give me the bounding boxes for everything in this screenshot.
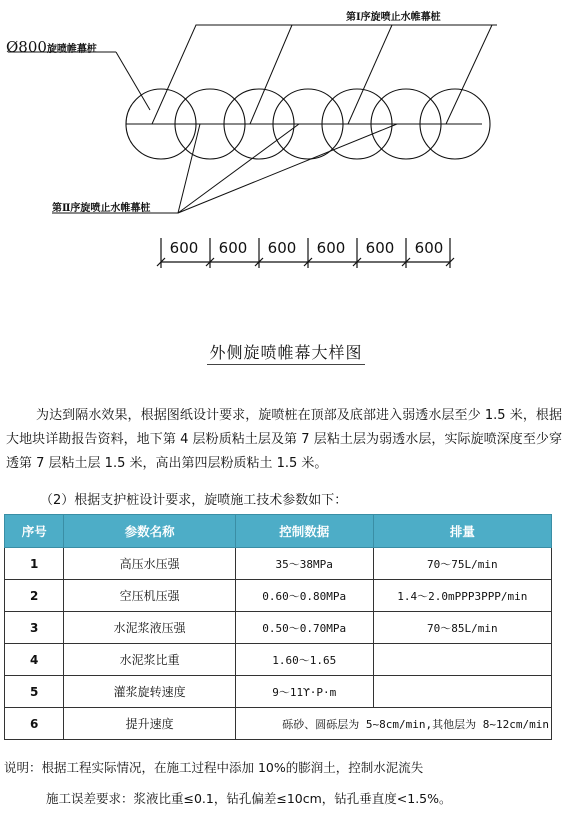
- flow-value: [373, 676, 551, 708]
- diameter-value: Ø800: [6, 38, 47, 56]
- diameter-suffix: 旋喷帷幕桩: [46, 44, 97, 55]
- row-index: 3: [5, 612, 64, 644]
- dimension-label: 600: [267, 239, 297, 257]
- parameter-table: [4, 514, 552, 740]
- table-row: [5, 676, 552, 708]
- row1-pile-label: 第Ⅰ序旋喷止水帷幕桩: [346, 12, 441, 23]
- row-index: 6: [5, 708, 64, 740]
- row2-pile-label: 第Ⅱ序旋喷止水帷幕桩: [52, 203, 151, 214]
- parameter-intro: （2）根据支护桩设计要求，旋喷施工技术参数如下：: [40, 493, 348, 508]
- figure-title: [0, 340, 572, 363]
- diameter-leader: [116, 52, 150, 110]
- row1-leader: [152, 25, 497, 124]
- control-value: 砾砂、圆砾层为 5~8cm/min,其他层为 8~12cm/min: [235, 708, 551, 740]
- dimension-label: 600: [365, 239, 395, 257]
- control-value: 0.50～0.70MPa: [235, 612, 373, 644]
- dimension-label: 600: [218, 239, 248, 257]
- note-text: 说明：根据工程实际情况，在施工过程中添加 10%的膨润土，控制水泥流失: [4, 760, 424, 775]
- table-row: [5, 612, 552, 644]
- param-name: 灌浆旋转速度: [64, 676, 235, 708]
- col-header-index: 序号: [5, 515, 64, 548]
- row-index: 2: [5, 580, 64, 612]
- row1-leader: [250, 25, 292, 124]
- flow-value: [373, 644, 551, 676]
- table-row: [5, 644, 552, 676]
- tolerance-text: 施工误差要求：浆液比重≤0.1，钻孔偏差≤10cm，钻孔垂直度<1.5%。: [46, 791, 452, 806]
- row1-leader: [446, 25, 492, 124]
- dimension-label: 600: [169, 239, 199, 257]
- table-row: [5, 548, 552, 580]
- control-value: 0.60～0.80MPa: [235, 580, 373, 612]
- row-index: 4: [5, 644, 64, 676]
- control-value: 1.60～1.65: [235, 644, 373, 676]
- description-paragraph: 为达到隔水效果，根据图纸设计要求，旋喷桩在顶部及底部进入弱透水层至少 1.5 米，根据大地块详勘报告资料，地下第 4 层粉质粘土层及第 7 层粘土层为弱透水层，实际旋喷深度至少穿透第 7 层粘土层 1.5 米，高出第四层粉质粘土 1.5 米。: [6, 408, 562, 471]
- row1-leader: [348, 25, 392, 124]
- col-header-control: 控制数据: [235, 515, 373, 548]
- row-index: 1: [5, 548, 64, 580]
- param-name: 空压机压强: [64, 580, 235, 612]
- col-header-flow: 排量: [373, 515, 551, 548]
- dimension-label: 600: [414, 239, 444, 257]
- flow-value: 70～85L/min: [373, 612, 551, 644]
- row-index: 5: [5, 676, 64, 708]
- col-header-param: 参数名称: [64, 515, 235, 548]
- param-name: 高压水压强: [64, 548, 235, 580]
- row2-leader: [178, 124, 299, 213]
- table-row: [5, 708, 552, 740]
- flow-value: 70～75L/min: [373, 548, 551, 580]
- table-row: [5, 580, 552, 612]
- param-name: 水泥浆液压强: [64, 612, 235, 644]
- control-value: 35～38MPa: [235, 548, 373, 580]
- figure-title-text: 外侧旋喷帷幕大样图: [207, 343, 364, 365]
- control-value: 9～11ϒ·P·m: [235, 676, 373, 708]
- flow-value: 1.4～2.0mPPP3PPP/min: [373, 580, 551, 612]
- param-name: 提升速度: [64, 708, 235, 740]
- table-header-row: [5, 515, 552, 548]
- param-name: 水泥浆比重: [64, 644, 235, 676]
- row2-leader: [178, 124, 397, 213]
- dimension-label: 600: [316, 239, 346, 257]
- pile-diameter-label: [6, 38, 97, 56]
